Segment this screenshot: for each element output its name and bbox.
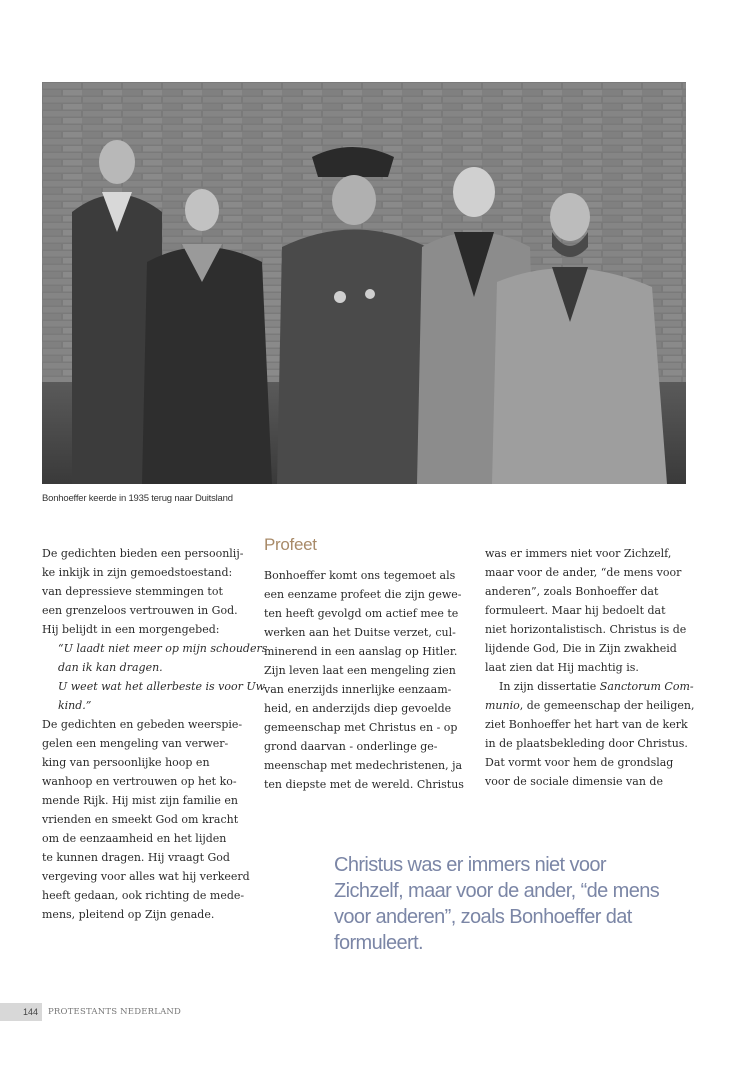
text-line: was er immers niet voor Zichzelf, (485, 547, 672, 560)
text-line: laat zien dat Hij machtig is. (485, 661, 639, 674)
text-line: gelen een mengeling van verwer- (42, 737, 229, 750)
text-line: Dat vormt voor hem de grondslag (485, 756, 674, 769)
page-number: 144 (22, 1007, 38, 1017)
text-line: om de eenzaamheid en het lijden (42, 832, 227, 845)
text-line: maar voor de ander, “de mens voor (485, 566, 682, 579)
text-line: anderen”, zoals Bonhoeffer dat (485, 585, 659, 598)
text-line: van enerzijds innerlijke eenzaam- (264, 683, 452, 696)
text-span: In zijn dissertatie (499, 680, 600, 693)
text-line: mende Rijk. Hij mist zijn familie en (42, 794, 238, 807)
text-span: , de gemeenschap der heiligen, (519, 699, 695, 712)
text-line: king van persoonlijke hoop en (42, 756, 210, 769)
photo-five-men-brick-wall (42, 82, 686, 484)
text-line: Zijn leven laat een mengeling zien (264, 664, 456, 677)
text-line: een grenzeloos vertrouwen in God. (42, 604, 238, 617)
publication-name: PROTESTANTS NEDERLAND (48, 1007, 182, 1017)
poem-line: U weet wat het allerbeste is voor Uw (58, 680, 266, 693)
text-column-1 (42, 544, 268, 924)
photo-caption: Bonhoeffer keerde in 1935 terug naar Duitsland (42, 493, 233, 504)
text-line: ke inkijk in zijn gemoedstoestand: (42, 566, 233, 579)
italic-title: Sanctorum Com- (599, 680, 694, 693)
text-line: te kunnen dragen. Hij vraagt God (42, 851, 230, 864)
text-line: ziet Bonhoeffer het hart van de kerk (485, 718, 688, 731)
italic-title: munio (485, 699, 520, 712)
text-line: heeft gedaan, ook richting de mede- (42, 889, 245, 902)
text-line: De gedichten en gebeden weerspie- (42, 718, 243, 731)
text-column-2 (264, 566, 468, 794)
text-line: wanhoop en vertrouwen op het ko- (42, 775, 237, 788)
poem-line: dan ik kan dragen. (58, 661, 163, 674)
text-line: De gedichten bieden een persoonlij- (42, 547, 244, 560)
poem-line: “U laadt niet meer op mijn schouders (58, 642, 268, 655)
text-line: minerend in een aanslag op Hitler. (264, 645, 458, 658)
text-line: formuleert. Maar hij bedoelt dat (485, 604, 666, 617)
text-line: in de plaatsbekleding door Christus. (485, 737, 688, 750)
text-line: grond daarvan - onderlinge ge- (264, 740, 438, 753)
text-line: voor de sociale dimensie van de (485, 775, 663, 788)
text-line: ten heeft gevolgd om actief mee te (264, 607, 459, 620)
text-line (485, 696, 695, 715)
pull-quote (334, 852, 664, 956)
text-line: meenschap met medechristenen, ja (264, 759, 463, 772)
text-line: werken aan het Duitse verzet, cul- (264, 626, 456, 639)
pull-quote-line: formuleert. (334, 932, 423, 954)
poem-line: kind.” (58, 699, 92, 712)
text-line: gemeenschap met Christus en - op (264, 721, 458, 734)
photo-illustration (42, 82, 686, 484)
text-line: een eenzame profeet die zijn gewe- (264, 588, 462, 601)
text-column-3 (485, 544, 695, 791)
text-line: Hij belijdt in een morgengebed: (42, 623, 220, 636)
text-line: mens, pleitend op Zijn genade. (42, 908, 215, 921)
pull-quote-line: Zichzelf, maar voor de ander, “de mens (334, 880, 660, 902)
text-line: heid, en anderzijds diep gevoelde (264, 702, 452, 715)
text-line: Bonhoeffer komt ons tegemoet als (264, 569, 456, 582)
page-footer (0, 1003, 300, 1021)
page-number-box (0, 1003, 42, 1021)
text-line: ten diepste met de wereld. Christus (264, 778, 464, 791)
section-heading: Profeet (264, 535, 317, 554)
text-line (485, 677, 694, 696)
text-line: lijdende God, Die in Zijn zwakheid (485, 642, 677, 655)
text-line: vergeving voor alles wat hij verkeerd (42, 870, 250, 883)
text-line: vrienden en smeekt God om kracht (42, 813, 239, 826)
text-line: van depressieve stemmingen tot (42, 585, 223, 598)
pull-quote-line: Christus was er immers niet voor (334, 854, 606, 876)
pull-quote-line: voor anderen”, zoals Bonhoeffer dat (334, 906, 632, 928)
text-line: niet horizontalistisch. Christus is de (485, 623, 687, 636)
